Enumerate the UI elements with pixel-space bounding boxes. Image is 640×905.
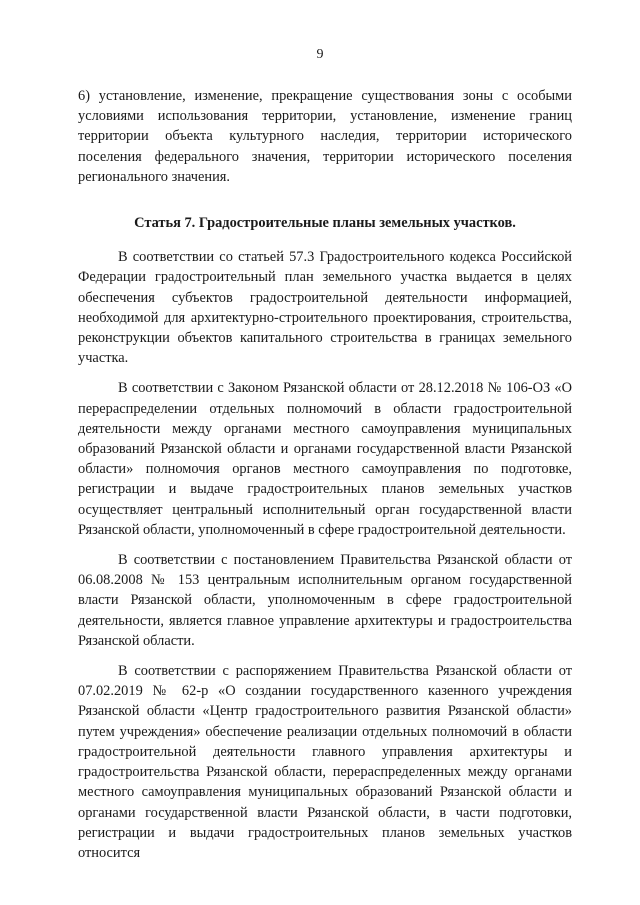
- article-heading: Статья 7. Градостроительные планы земельных участков.: [134, 215, 516, 232]
- page-number: 9: [316, 47, 324, 62]
- paragraph-ryazan-law: В соответствии с Законом Рязанской области от 28.12.2018 № 106-ОЗ «О перераспределении отдельных полномочий в области градостроительной деятельности между органами местного самоуправления муниципальных образований Рязанской области и органами государственной власти Рязанской области» полномочия органов местного самоуправления по подготовке, регистрации и выдаче градостроительных планов земельных участков осуществляет центральный исполнительный орган государственной власти Рязанской области, уполномоченный в сфере градостроительной деятельности.: [78, 380, 572, 538]
- paragraph-government-resolution: В соответствии с постановлением Правительства Рязанской области от 06.08.2008 № 153 центральным исполнительным органом государственной власти Рязанской области, уполномоченным в сфере градостроительной деятельности, является главное управление архитектуры и градостроительства Рязанской области.: [78, 552, 572, 649]
- paragraph-item-6: 6) установление, изменение, прекращение существования зоны с особыми условиями использования территории, установление, изменение границ территории объекта культурного наследия, территории исторического поселения федерального значения, территории исторического поселения регионального значения.: [78, 88, 572, 185]
- paragraph-government-order: В соответствии с распоряжением Правительства Рязанской области от 07.02.2019 № 62-р «О создании государственного казенного учреждения Рязанской области «Центр градостроительного развития Рязанской области» путем учреждения» обеспечение реализации отдельных полномочий в области градостроительной деятельности главного управления архитектуры и градостроительства Рязанской области, перераспределенных между органами местного самоуправления муниципальных образований Рязанской области и органами государственной власти Рязанской области, в части подготовки, регистрации и выдачи градостроительных планов земельных участков относится: [78, 663, 572, 861]
- document-body: [78, 86, 572, 863]
- paragraph-urban-code: В соответствии со статьей 57.3 Градостроительного кодекса Российской Федерации градостроительный план земельного участка выдается в целях обеспечения субъектов градостроительной деятельности информацией, необходимой для архитектурно-строительного проектирования, строительства, реконструкции объектов капитального строительства в границах земельного участка.: [78, 249, 572, 367]
